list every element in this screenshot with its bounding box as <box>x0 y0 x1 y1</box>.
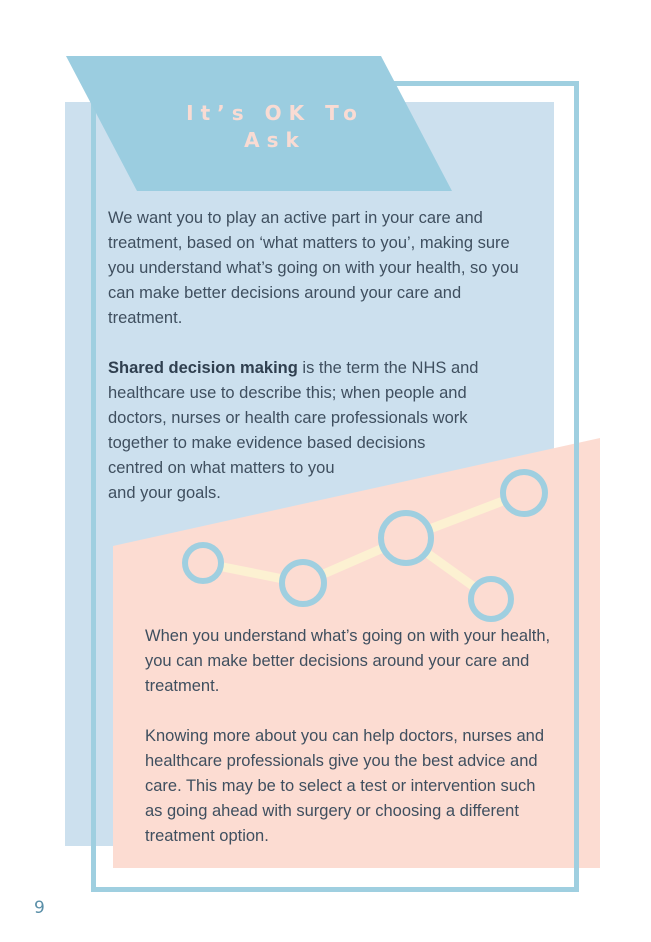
dot-circle <box>282 562 324 604</box>
shared-decision-line: together to make evidence based decisions <box>108 434 426 452</box>
page-number: 9 <box>34 898 45 918</box>
knowing-more-paragraph-text: Knowing more about you can help doctors, nurses and healthcare professionals give you the best advice and care. This may be to select a test or intervention such as going ahead with surgery or choosing a different treatment option. <box>145 727 544 845</box>
understanding-paragraph-text: When you understand what’s going on with your health, you can make better decisions around your care and treatment. <box>145 627 551 695</box>
knowing-more-paragraph <box>145 724 555 849</box>
understanding-paragraph <box>145 624 555 699</box>
dot-circle <box>503 472 545 514</box>
shared-decision-line: and your goals. <box>108 484 221 502</box>
dot-circle <box>381 513 431 563</box>
shared-decision-line: healthcare use to describe this; when people and <box>108 384 467 402</box>
shared-decision-line: centred on what matters to you <box>108 459 335 477</box>
dot-circle <box>185 545 221 581</box>
page-title: It’s OK To Ask <box>186 101 364 152</box>
shared-decision-line: doctors, nurses or health care professionals work <box>108 409 468 427</box>
intro-paragraph-text: We want you to play an active part in your care and treatment, based on ‘what matters to you’, making sure you understand what’s going on with your health, so you can make better decisions around your care and treatment. <box>108 209 519 327</box>
dot-circle <box>471 579 511 619</box>
shared-decision-line: is the term the NHS and <box>297 359 479 377</box>
shared-decision-term: Shared decision making <box>108 359 298 377</box>
